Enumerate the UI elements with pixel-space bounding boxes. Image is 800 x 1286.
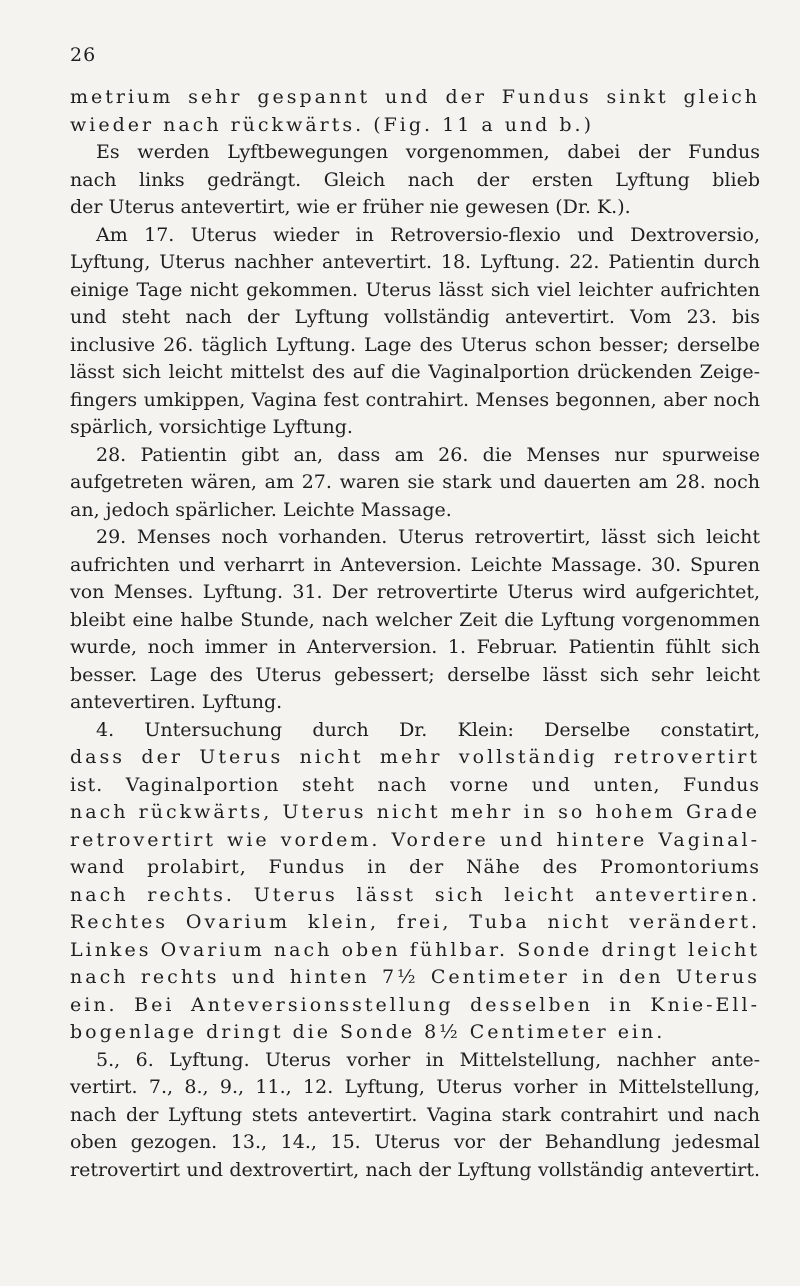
text-line: ein. Bei Anteversionsstellung desselben in Knie-Ell- — [70, 993, 760, 1016]
text-line: dass der Uterus nicht mehr vollständig retrovertirt — [70, 746, 760, 768]
text-line: 4. Untersuchung durch Dr. Klein: Derselbe constatirt, — [96, 718, 760, 741]
text-line: 5., 6. Lyftung. Uterus vorher in Mittelstellung, nachher ante- — [96, 1048, 760, 1071]
body-text — [70, 84, 760, 1184]
text-line: einige Tage nicht gekommen. Uterus lässt sich viel leichter aufrichten — [70, 278, 760, 301]
text-line: vertirt. 7., 8., 9., 11., 12. Lyftung, Uterus vorher in Mittelstellung, — [70, 1076, 760, 1098]
text-line: von Menses. Lyftung. 31. Der retrovertirte Uterus wird aufgerichtet, — [70, 581, 760, 603]
text-line: ist. Vaginalportion steht nach vorne und unten, Fundus — [70, 774, 760, 796]
page-number: 26 — [70, 44, 97, 66]
text-line: lässt sich leicht mittelst des auf die Vaginalportion drückenden Zeige- — [70, 361, 760, 383]
text-line: bleibt eine halbe Stunde, nach welcher Zeit die Lyftung vorgenommen — [70, 608, 760, 631]
text-line: metrium sehr gespannt und der Fundus sinkt gleich — [70, 86, 760, 108]
text-line: fingers umkippen, Vagina fest contrahirt. Menses begonnen, aber noch — [70, 388, 760, 411]
text-line: Lyftung, Uterus nachher antevertirt. 18. Lyftung. 22. Patientin durch — [70, 251, 760, 273]
text-line: aufrichten und verharrt in Anteversion. Leichte Massage. 30. Spuren — [70, 553, 760, 576]
text-line: Am 17. Uterus wieder in Retroversio-flexio und Dextroversio, — [96, 223, 760, 246]
text-line: Es werden Lyftbewegungen vorgenommen, dabei der Fundus — [96, 141, 760, 163]
text-line: Linkes Ovarium nach oben fühlbar. Sonde dringt leicht — [70, 938, 760, 961]
text-line: nach rechts. Uterus lässt sich leicht antevertiren. — [70, 883, 760, 906]
text-line: wurde, noch immer in Anterversion. 1. Februar. Patientin fühlt sich — [70, 636, 760, 658]
text-line: nach rückwärts, Uterus nicht mehr in so hohem Grade — [70, 801, 760, 823]
text-line: wand prolabirt, Fundus in der Nähe des Promontoriums — [70, 857, 760, 878]
text-line: bogenlage dringt die Sonde 8½ Centimeter ein. — [70, 1021, 666, 1043]
text-line: 28. Patientin gibt an, dass am 26. die Menses nur spurweise — [96, 443, 760, 466]
text-line: retrovertirt und dextrovertirt, nach der Lyftung vollständig antevertirt. — [70, 1158, 760, 1181]
text-line: wieder nach rückwärts. (Fig. 11 a und b.) — [70, 113, 594, 136]
text-line: Rechtes Ovarium klein, frei, Tuba nicht verändert. — [70, 911, 760, 933]
text-line: inclusive 26. täglich Lyftung. Lage des Uterus schon besser; derselbe — [70, 333, 760, 356]
text-line: nach rechts und hinten 7½ Centimeter in den Uterus — [70, 966, 760, 988]
text-line: nach links gedrängt. Gleich nach der ersten Lyftung blieb — [70, 168, 760, 191]
text-line: spärlich, vorsichtige Lyftung. — [70, 416, 353, 438]
text-line: 29. Menses noch vorhanden. Uterus retrovertirt, lässt sich leicht — [96, 526, 760, 548]
text-line: und steht nach der Lyftung vollständig antevertirt. Vom 23. bis — [70, 306, 760, 328]
text-line: besser. Lage des Uterus gebessert; derselbe lässt sich sehr leicht — [70, 663, 760, 686]
text-line: retrovertirt wie vordem. Vordere und hintere Vaginal- — [70, 828, 760, 851]
text-line: nach der Lyftung stets antevertirt. Vagina stark contrahirt und nach — [70, 1103, 760, 1126]
text-line: antevertiren. Lyftung. — [70, 691, 283, 713]
text-line: oben gezogen. 13., 14., 15. Uterus vor der Behandlung jedesmal — [70, 1131, 760, 1153]
text-line: an, jedoch spärlicher. Leichte Massage. — [70, 498, 452, 521]
text-line: aufgetreten wären, am 27. waren sie stark und dauerten am 28. noch — [70, 471, 760, 493]
text-line: der Uterus antevertirt, wie er früher nie gewesen (Dr. K.). — [70, 196, 631, 218]
